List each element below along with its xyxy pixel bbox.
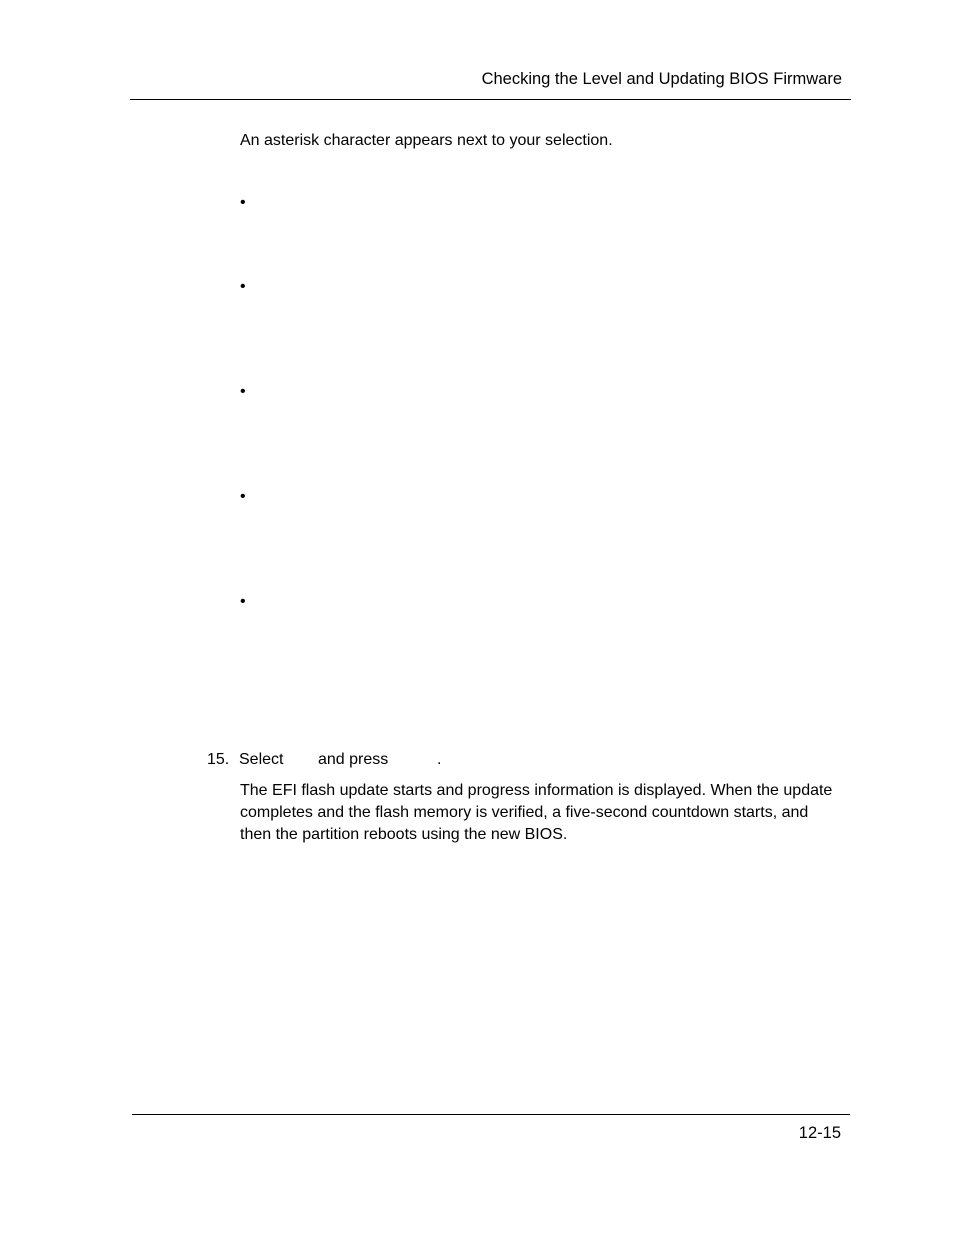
bullet-marker: • [240,278,246,295]
paragraph-line: then the partition reboots using the new BIOS. [240,826,568,843]
bullet-marker: • [240,194,246,211]
paragraph-line: The EFI flash update starts and progress information is displayed. When the update [240,782,833,799]
footer-divider [132,1114,850,1115]
step-number: 15. [207,751,230,768]
paragraph-line: completes and the flash memory is verified, a five-second countdown starts, and [240,804,809,821]
intro-text: An asterisk character appears next to your selection. [240,132,613,149]
bullet-marker: • [240,593,246,610]
running-header-title: Checking the Level and Updating BIOS Firmware [481,70,842,88]
step-and-press-text: and press [318,751,389,768]
step-select-word: Select [239,751,284,768]
page-number: 12-15 [798,1124,841,1142]
header-divider [130,99,851,100]
step-period: . [437,751,442,768]
bullet-marker: • [240,383,246,400]
step-description [240,780,845,846]
bullet-marker: • [240,488,246,505]
